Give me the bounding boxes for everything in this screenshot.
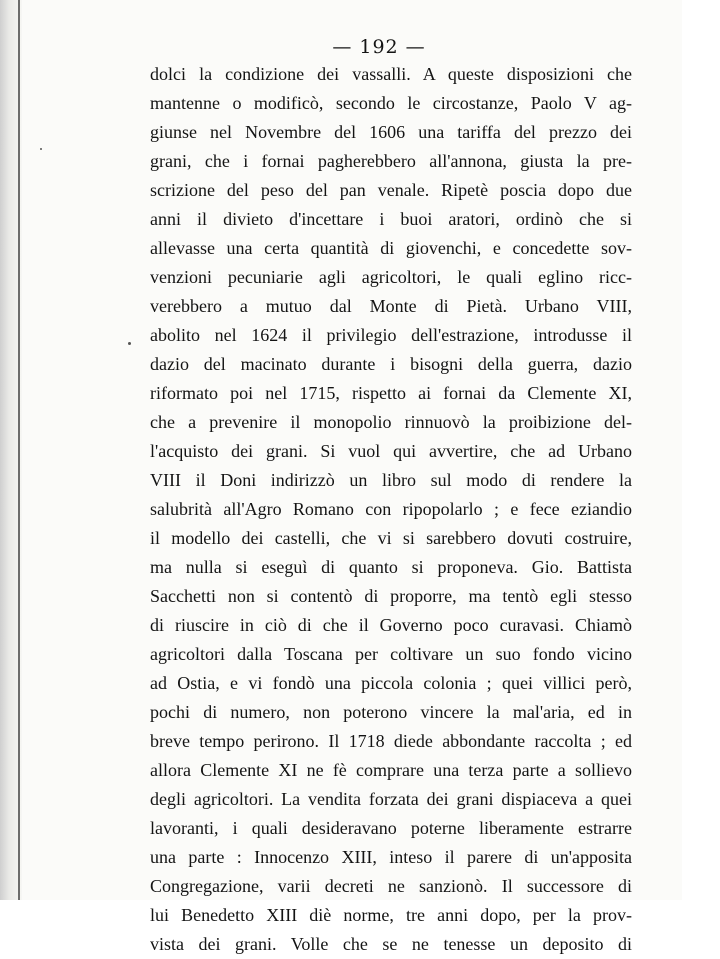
binding-edge-line bbox=[18, 0, 20, 900]
text-line: vista dei grani. Volle che se ne tenesse un deposito di bbox=[150, 934, 632, 954]
text-line: VIII il Doni indirizzò un libro sul modo di rendere la bbox=[150, 470, 632, 490]
text-line: dolci la condizione dei vassalli. A queste disposizioni che bbox=[150, 64, 632, 84]
text-line: una parte : Innocenzo XIII, inteso il parere di un'apposita bbox=[150, 847, 632, 867]
text-line: l'acquisto dei grani. Si vuol qui avvertire, che ad Urbano bbox=[150, 441, 632, 461]
text-line: dazio del macinato durante i bisogni della guerra, dazio bbox=[150, 354, 632, 374]
body-text bbox=[150, 60, 632, 959]
text-line: Congregazione, varii decreti ne sanzionò. Il successore di bbox=[150, 876, 632, 896]
text-line: lui Benedetto XIII diè norme, tre anni dopo, per la prov- bbox=[150, 905, 632, 925]
ink-speck bbox=[40, 148, 42, 150]
text-line: giunse nel Novembre del 1606 una tariffa del prezzo dei bbox=[150, 122, 632, 142]
text-line: degli agricoltori. La vendita forzata dei grani dispiaceva a quei bbox=[150, 789, 632, 809]
text-line: lavoranti, i quali desideravano poterne liberamente estrarre bbox=[150, 818, 632, 838]
text-line: salubrità all'Agro Romano con ripopolarlo ; e fece eziandio bbox=[150, 499, 632, 519]
text-line: anni il divieto d'incettare i buoi aratori, ordinò che si bbox=[150, 209, 632, 229]
ink-speck bbox=[128, 342, 131, 345]
text-line: abolito nel 1624 il privilegio dell'estrazione, introdusse il bbox=[150, 325, 632, 345]
text-line: pochi di numero, non poterono vincere la mal'aria, ed in bbox=[150, 702, 632, 722]
text-line: ad Ostia, e vi fondò una piccola colonia ; quei villici però, bbox=[150, 673, 632, 693]
page-number: — 192 — bbox=[332, 36, 426, 58]
text-line: ma nulla si eseguì di quanto si proponeva. Gio. Battista bbox=[150, 557, 632, 577]
text-line: scrizione del peso del pan venale. Ripetè poscia dopo due bbox=[150, 180, 632, 200]
text-line: venzioni pecuniarie agli agricoltori, le quali eglino ricc- bbox=[150, 267, 632, 287]
text-line: Sacchetti non si contentò di proporre, ma tentò egli stesso bbox=[150, 586, 632, 606]
text-line: breve tempo perirono. Il 1718 diede abbondante raccolta ; ed bbox=[150, 731, 632, 751]
text-line: grani, che i fornai pagherebbero all'annona, giusta la pre- bbox=[150, 151, 632, 171]
text-line: il modello dei castelli, che vi si sarebbero dovuti costruire, bbox=[150, 528, 632, 548]
text-line: mantenne o modificò, secondo le circostanze, Paolo V ag- bbox=[150, 93, 632, 113]
text-line: agricoltori dalla Toscana per coltivare un suo fondo vicino bbox=[150, 644, 632, 664]
text-line: allora Clemente XI ne fè comprare una terza parte a sollievo bbox=[150, 760, 632, 780]
text-line: riformato poi nel 1715, rispetto ai fornai da Clemente XI, bbox=[150, 383, 632, 403]
text-line: allevasse una certa quantità di giovenchi, e concedette sov- bbox=[150, 238, 632, 258]
text-line: di riuscire in ciò di che il Governo poco curavasi. Chiamò bbox=[150, 615, 632, 635]
text-line: che a prevenire il monopolio rinnuovò la proibizione del- bbox=[150, 412, 632, 432]
text-line: verebbero a mutuo dal Monte di Pietà. Urbano VIII, bbox=[150, 296, 632, 316]
